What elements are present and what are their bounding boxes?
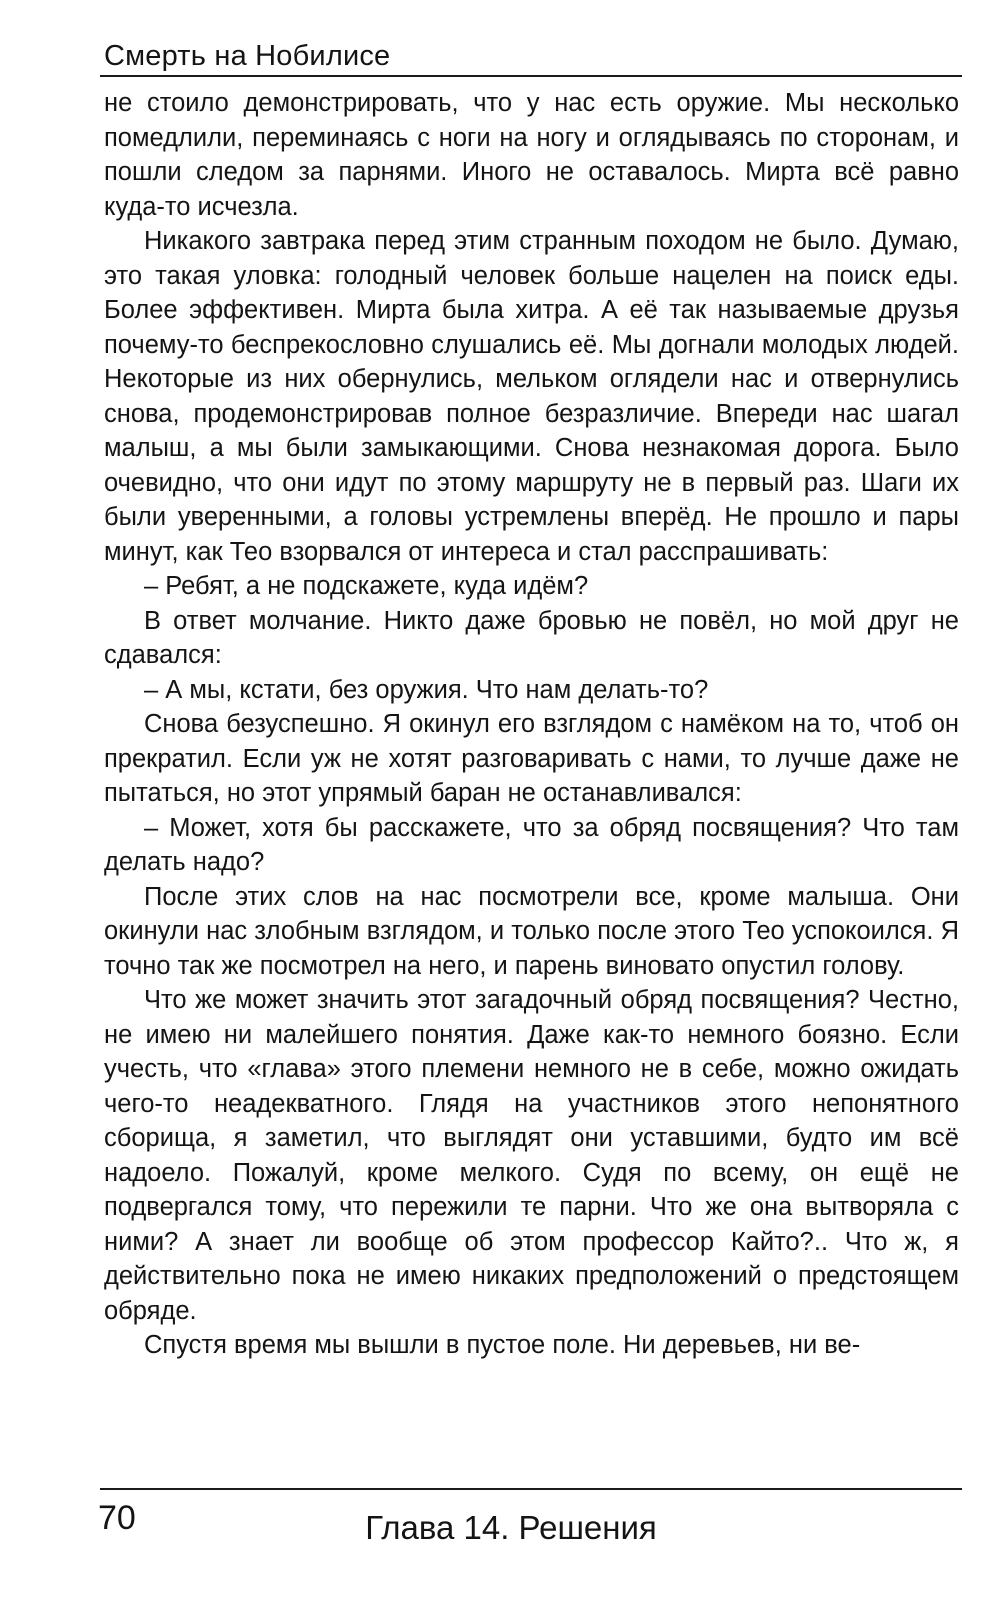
header-divider (100, 75, 962, 77)
body-text (104, 86, 959, 1363)
paragraph: не стоило демонстрировать, что у нас есть оружие. Мы несколько помедлили, переминаясь с ноги на ногу и оглядываясь по сторонам, и пошли следом за парнями. Иного не оставалось. Мирта всё равно куда-то исчезла. (104, 89, 959, 221)
page-number: 70 (98, 1499, 136, 1537)
dialogue-line: – Может, хотя бы расскажете, что за обряд посвящения? Что там делать надо? (104, 813, 959, 876)
dialogue-line: – А мы, кстати, без оружия. Что нам делать-то? (144, 675, 709, 704)
paragraph: Никакого завтрака перед этим странным походом не было. Думаю, это такая уловка: голодный человек больше нацелен на поиск еды. Более эффективен. Мирта была хитра. А её так называемые друзья почему-то беспрекословно слушались её. Мы догнали молодых людей. Некоторые из них обернулись, мельком оглядели нас и отвернулись снова, продемонстрировав полное безразличие. Впереди нас шагал малыш, а мы были замыкающими. Снова незнакомая дорога. Было очевидно, что они идут по этому маршруту не в первый раз. Шаги их были уверенными, а головы устремлены вперёд. Не прошло и пары минут, как Тео взорвался от интереса и стал расспрашивать: (104, 227, 959, 566)
dialogue-line: – Ребят, а не подскажете, куда идём? (144, 572, 589, 600)
running-title: Смерть на Нобилисе (104, 40, 391, 72)
paragraph: Что же может значить этот загадочный обряд посвящения? Честно, не имею ни малейшего понятия. Даже как-то немного боязно. Если учесть, что «глава» этого племени немного не в себе, можно ожидать чего-то неадекватного. Глядя на участников этого непонятного сборища, я заметил, что выглядят они уставшими, будто им всё надоело. Пожалуй, кроме мелкого. Судя по всему, он ещё не подвергался тому, что пережили те парни. Что же она вытворяла с ними? А знает ли вообще об этом профессор Кайто?.. Что ж, я действительно пока не имею никаких предположений о предстоящем обряде. (104, 986, 959, 1325)
footer-divider (100, 1488, 962, 1490)
paragraph: Спустя время мы вышли в пустое поле. Ни деревьев, ни ве- (144, 1331, 861, 1359)
paragraph: Снова безуспешно. Я окинул его взглядом с намёком на то, чтоб он прекратил. Если уж не хотят разговаривать с нами, то лучше даже не пытаться, но этот упрямый баран не останавливался: (104, 710, 959, 807)
chapter-title: Глава 14. Решения (365, 1509, 657, 1546)
paragraph: В ответ молчание. Никто даже бровью не повёл, но мой друг не сдавался: (104, 606, 959, 669)
paragraph: После этих слов на нас посмотрели все, кроме малыша. Они окинули нас злобным взглядом, и только после этого Тео успокоился. Я точно так же посмотрел на него, и парень виновато опустил голову. (104, 882, 959, 980)
